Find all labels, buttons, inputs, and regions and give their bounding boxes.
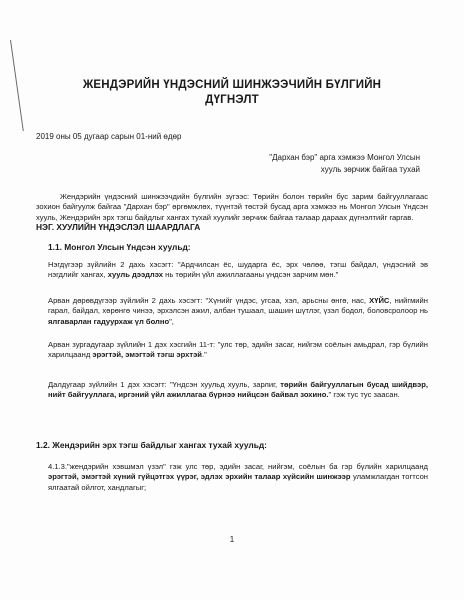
p5-bold: эрэгтэй, эмэгтэй хүний гүйцэтгэх үүрэг, эдлэх эрхийн талаар хүйсийн шинжээр bbox=[48, 472, 351, 482]
p1-text-a: Нэгдүгээр зүйлийн 2 дахь хэсэгт: "Ардчилсан ёс, шударга ёс, эрх чөлөө, тэгш байдал, үндэсний эв нэгдлийг хангах, bbox=[48, 260, 428, 280]
p2-bold-2: ялгаварлан гадуурхаж үл болно bbox=[48, 316, 170, 326]
document-title bbox=[40, 78, 424, 108]
p2-text-c: , нийгмийн гарал, байдал, хөрөнгө чинээ, эрхэлсэн ажил, албан тушаал, шашин шүтлэг, үзэл бодол, боловсролоор нь bbox=[48, 296, 428, 316]
subsection-heading-1-2: 1.2. Жендэрийн эрх тэгш байдлыг хангах тухай хуульд: bbox=[36, 440, 267, 450]
p2-bold-1: ХҮЙС bbox=[369, 296, 390, 305]
paragraph-article-70 bbox=[48, 380, 428, 401]
p4-text-c: " гэж тус тус заасан. bbox=[328, 390, 400, 400]
p1-text-c: нь төрийн үйл ажиллагааны үндсэн зарчим мөн." bbox=[163, 270, 339, 280]
p5-text-c: уламжлагдан тогтсон ялгаатай ойлгот, хандлагыг; bbox=[48, 472, 428, 492]
subject-line-2: хууль зөрчиж байгаа тухай bbox=[320, 165, 420, 174]
page-number: 1 bbox=[229, 535, 235, 544]
p3-text-a: Арван зургадугаар зүйлийн 1 дэх хэсгийн 11-т: "улс төр, эдийн засаг, нийгэм соёлын амьдрал, гэр бүлийн харилцаанд bbox=[48, 340, 428, 360]
p2-text-a: Арван дөрөвдүгээр зүйлийн 2 дахь хэсэгт: "Хүнийг үндэс, угсаа, хэл, арьсны өнгө, нас, bbox=[48, 296, 370, 305]
paragraph-article-1 bbox=[48, 260, 428, 281]
scan-edge-line bbox=[10, 40, 24, 131]
p3-text-c: ." bbox=[201, 350, 207, 360]
paragraph-article-14 bbox=[48, 296, 428, 327]
title-line-1: ЖЕНДЭРИЙН ҮНДЭСНИЙ ШИНЖЭЭЧИЙН БҮЛГИЙН bbox=[82, 79, 382, 91]
p3-bold: эрэгтэй, эмэгтэй тэгш эрхтэй bbox=[92, 350, 202, 360]
p4-text-a: Далдугаар зүйлийн 1 дэх хэсэгт: "Үндсэн хуульд хууль, зарлиг, bbox=[48, 380, 281, 389]
document-date: 2019 оны 05 дугаар сарын 01-ний өдөр bbox=[36, 132, 182, 141]
title-line-2: ДҮГНЭЛТ bbox=[205, 94, 259, 106]
p4-bold: төрийн байгууллагын бусад шийдвэр, нийт байгууллага, иргэний үйл ажиллагаа бүрнээ нийцсэн байвал зохино. bbox=[48, 380, 428, 400]
document-subject bbox=[180, 152, 420, 176]
intro-paragraph: Жендэрийн үндэсний шинжээчдийн бүлгийн зүгээс: Төрийн болон төрийн бус зарим байгууллагаас зохион байгуулж байгаа "Дархан бэр" өргөмжлөх, түүнтэй төстэй бусад арга хэмжээ нь Монгол Улсын Үндсэн хууль, Жендэрийн эрх тэгш байдлыг хангах тухай хуулийг зөрчиж байгаа талаар дараах дүгнэлтийг гаргав. bbox=[36, 192, 428, 222]
subsection-heading-1-1: 1.1. Монгол Улсын Үндсэн хуульд: bbox=[48, 242, 191, 252]
subject-line-1: "Дархан бэр" арга хэмжээ Монгол Улсын bbox=[269, 153, 420, 162]
p5-text-a: 4.1.3."жендэрийн хэвшмэл үзэл" гэж улс төр, эдийн засаг, нийгэм, соёлын ба гэр бүлийн харилцаанд bbox=[48, 462, 428, 471]
p1-bold: хууль дээдлэх bbox=[107, 270, 164, 280]
section-heading-1: НЭГ. ХУУЛИЙН ҮНДЭСЛЭЛ ШААРДЛАГА bbox=[36, 222, 201, 232]
paragraph-article-16 bbox=[48, 340, 428, 361]
p2-text-e: ", bbox=[169, 316, 174, 326]
paragraph-4-1-3 bbox=[48, 462, 428, 493]
